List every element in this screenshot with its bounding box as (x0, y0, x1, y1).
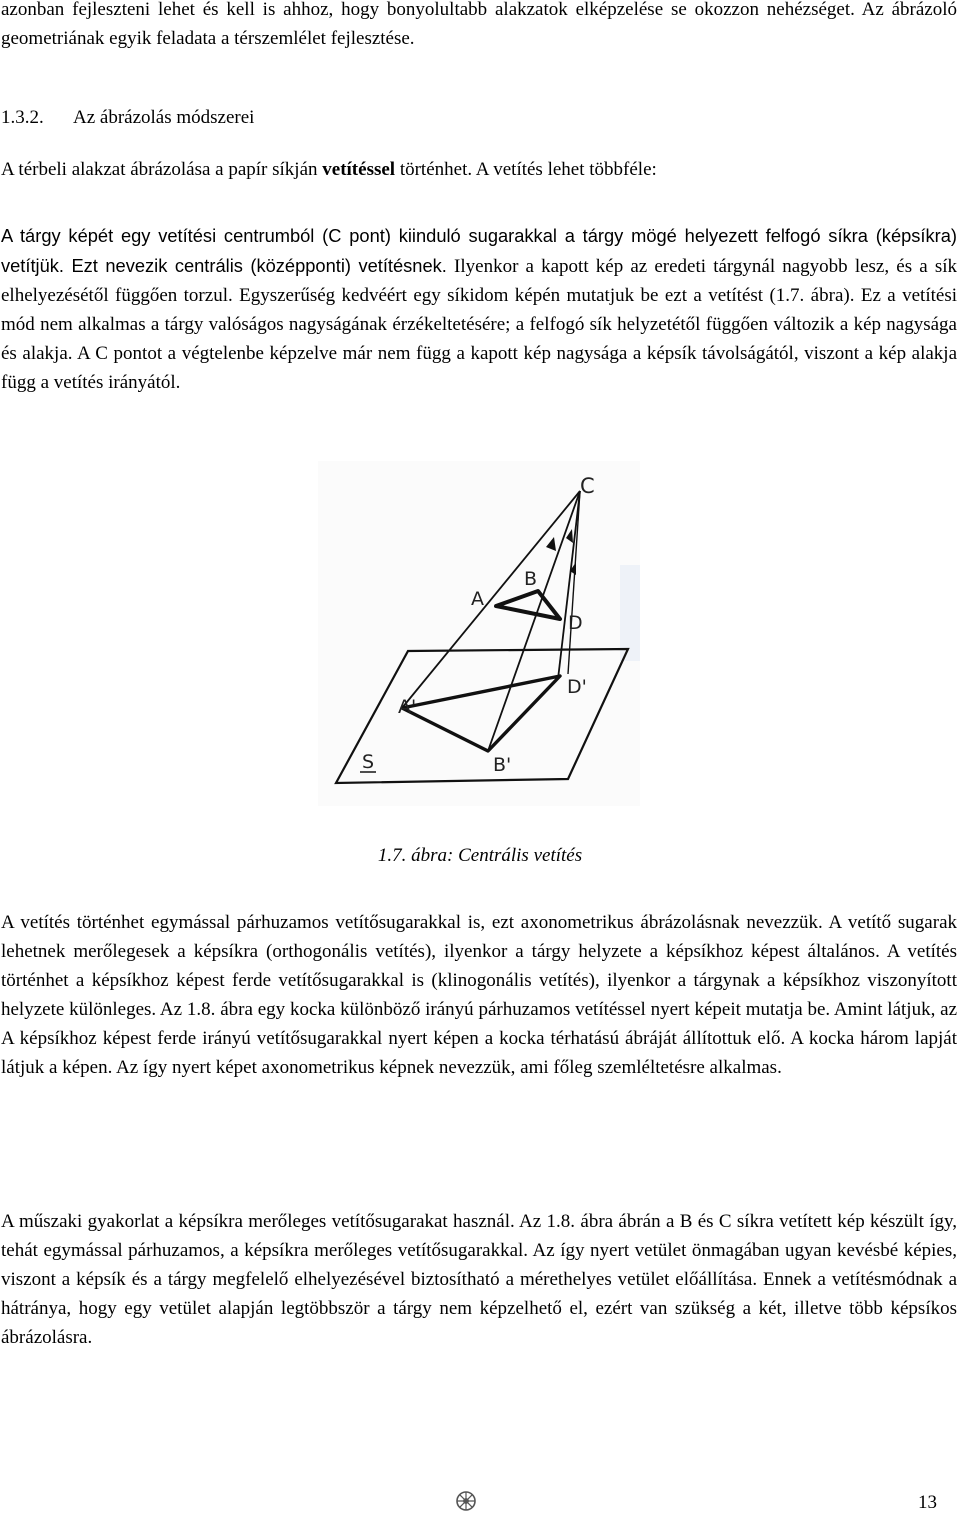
intro-paragraph (1, 0, 957, 53)
label-a: A (471, 588, 484, 610)
paragraph-2 (1, 221, 957, 397)
paragraph-3 (1, 908, 957, 1082)
p2-serif-text: Ilyenkor a kapott kép az eredeti tárgynál nagyobb lesz, és a sík elhelyezésétől függően torzul. Egyszerűség kedvéért egy síkidom képén mutatjuk be ezt a vetítést (1.7. ábra). Ez a vetítési mód nem alkalmas a tárgy valóságos nagyságának érzékeltetésére; a felfogó sík helyzetétől függően változik a kép nagysága és alakja. A C pontot a végtelenbe képzelve már nem függ a kapott kép nagysága a képsík távolságától, viszont a kép alakja függ a vetítés irányától. (1, 256, 957, 393)
p1-before: A térbeli alakzat ábrázolása a papír síkján (1, 159, 323, 180)
label-s: S (362, 751, 375, 773)
figure-edge-shade (620, 565, 640, 661)
wheel-icon (455, 1490, 477, 1512)
section-heading (1, 103, 254, 132)
label-b: B (524, 568, 538, 590)
p2-sans-text: A tárgy képét egy vetítési centrumból (C pont) kiinduló sugarakkal a tárgy mögé helyezett felfogó síkra (képsíkra) vetítjük. Ezt nevezik centrális (középponti) vetítésnek. (1, 225, 957, 276)
label-d-prime: D' (567, 676, 587, 698)
projection-diagram (318, 461, 640, 806)
label-a-prime: A' (398, 696, 417, 718)
label-b-prime: B' (493, 754, 512, 776)
paragraph-4 (1, 1207, 957, 1352)
section-title: Az ábrázolás módszerei (73, 107, 255, 128)
paragraph-1 (1, 155, 957, 184)
intro-text: azonban fejleszteni lehet és kell is ahhoz, hogy bonyolultabb alakzatok elképzelése se okozzon nehézséget. Az ábrázoló geometriának egyik feladata a térszemlélet fejlesztése. (1, 0, 957, 49)
section-number: 1.3.2. (1, 107, 44, 128)
label-d: D (568, 612, 583, 634)
p1-after: történhet. A vetítés lehet többféle: (395, 159, 657, 180)
page-number: 13 (918, 1492, 937, 1513)
p3-text: A vetítés történhet egymással párhuzamos vetítősugarakkal is, ezt axonometrikus ábrázolásnak nevezzük. A vetítő sugarak lehetnek merőlegesek a képsíkra (orthogonális vetítés), ilyenkor a tárgy helyzete a képsíkhoz képest általános. A vetítés történhet a képsíkhoz képest ferde vetítősugarakkal is (klinogonális vetítés), ilyenkor a tárgynak a képsíkhoz viszonyított helyzete különleges. Az 1.8. ábra egy kocka különböző irányú párhuzamos vetítéssel nyert képeit mutatja be. Amint látjuk, az A képsíkhoz képest ferde irányú vetítősugarakkal nyert képen a kocka térhatású ábráját állítottuk elő. A kocka három lapját látjuk a képen. Az így nyert képet axonometrikus képnek nevezzük, ami főleg szemléltetésre alkalmas. (1, 912, 957, 1078)
p1-bold-term: vetítéssel (322, 159, 396, 180)
figure-central-projection (318, 461, 640, 806)
label-c: C (580, 474, 595, 498)
figure-caption: 1.7. ábra: Centrális vetítés (377, 845, 583, 866)
p4-text: A műszaki gyakorlat a képsíkra merőleges vetítősugarakat használ. Az 1.8. ábra ábrán a B és C síkra vetített kép készült így, tehát egymással párhuzamos, a képsíkra merőleges vetítősugarakkal. Az így nyert vetület önmagában ugyan kevésbé képies, viszont a képsík és a tárgy megfelelő elhelyezésével biztosítható a mérethelyes vetület előállítása. Ennek a vetítésmódnak a hátránya, hogy egy vetület alapján legtöbbször a tárgy nem képzelhető el, ezért van szükség a két, illetve több képsíkos ábrázolásra. (1, 1211, 957, 1348)
